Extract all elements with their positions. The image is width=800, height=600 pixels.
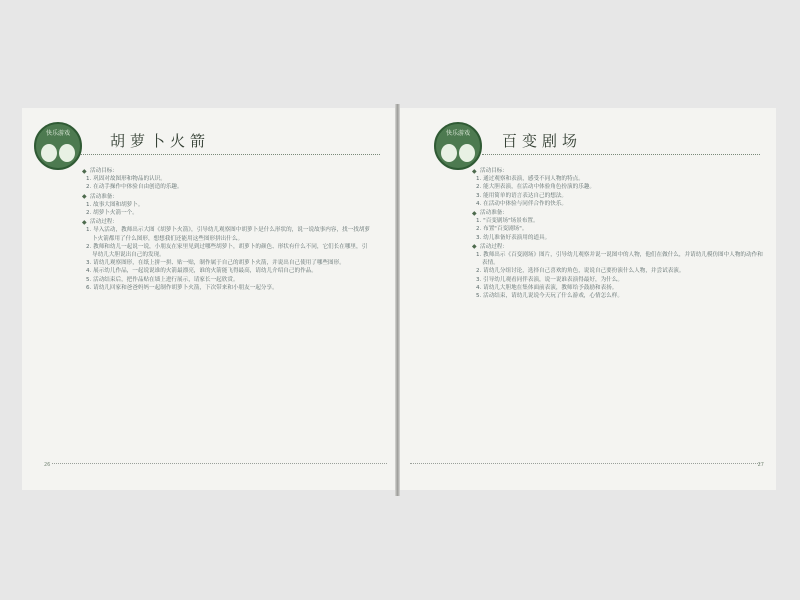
list-item: 6. 请幼儿回家和爸爸妈妈一起制作胡萝卜火箭，下次带来和小朋友一起分享。 bbox=[86, 284, 278, 291]
section bbox=[82, 167, 372, 192]
list-item: 1. 导入活动，教师出示大图《胡萝卜火箭》，引导幼儿观察图中胡萝卜是什么形状的，说一说故事内容，找一找胡萝卜火箭都用了什么图形，想想我们还能用这些图形拼出什么。 bbox=[86, 227, 371, 242]
left-page bbox=[22, 108, 395, 490]
list-item: 1. 巩固对故图形和物品的认识。 bbox=[86, 176, 166, 183]
leaf-bullet-icon: ◆ bbox=[82, 167, 87, 175]
leaf-bullet-icon: ◆ bbox=[472, 243, 477, 251]
children-faces-icon bbox=[436, 140, 480, 162]
right-content bbox=[472, 166, 764, 300]
badge-text: 快乐游戏 bbox=[45, 130, 70, 137]
list-item: 2. 能大胆表演，在活动中体验角色扮演的乐趣。 bbox=[476, 184, 595, 191]
page-number: 27 bbox=[757, 462, 764, 468]
leaf-bullet-icon: ◆ bbox=[472, 167, 477, 175]
children-faces-icon bbox=[36, 140, 80, 162]
list-item: 4. 在活动中体验与同伴合作的快乐。 bbox=[476, 200, 568, 207]
list-item: 5. 活动结束，请幼儿说说今天玩了什么游戏，心情怎么样。 bbox=[476, 293, 623, 300]
section bbox=[472, 209, 764, 242]
activity-badge bbox=[34, 122, 82, 170]
section-heading: ◆ 活动过程： bbox=[472, 243, 508, 251]
list-item: 3. 能用简单的语言表达自己的想法。 bbox=[476, 192, 568, 199]
face-icon bbox=[441, 144, 457, 162]
list-item: 5. 活动结束后，把作品贴在墙上进行展示，请家长一起欣赏。 bbox=[86, 276, 239, 283]
list-item: 2. 请幼儿分组讨论，选择自己喜欢的角色，说说自己要扮演什么人物，并尝试表演。 bbox=[476, 268, 685, 275]
section-heading: ◆ 活动准备： bbox=[472, 209, 508, 217]
leaf-bullet-icon: ◆ bbox=[472, 209, 477, 217]
footer-divider bbox=[52, 463, 387, 464]
list-item: 1. 通过观察和表演，感受不同人物的特点。 bbox=[476, 176, 584, 183]
section bbox=[82, 193, 372, 218]
page-title: 百变剧场 bbox=[502, 132, 583, 150]
badge-text: 快乐游戏 bbox=[445, 130, 470, 137]
leaf-bullet-icon: ◆ bbox=[82, 193, 87, 201]
face-icon bbox=[41, 144, 57, 162]
right-page bbox=[400, 108, 776, 490]
page-number: 26 bbox=[44, 462, 51, 468]
footer-divider bbox=[410, 463, 760, 464]
list-item: 2. 教师和幼儿一起说一说，小朋友在家里见到过哪些胡萝卜，胡萝卜的颜色、形状有什么不同，它们长在哪里，引导幼儿大胆说出自己的发现。 bbox=[86, 243, 368, 259]
list-item: 1. 故事大图和胡萝卜。 bbox=[86, 201, 144, 208]
title-divider bbox=[482, 154, 760, 155]
list-item: 1. "百变剧场"场景布置。 bbox=[476, 218, 539, 225]
list-item: 1. 教师出示《百变剧场》图片，引导幼儿观察并说一说图中的人物，他们在做什么，并请幼儿模仿图中人物的动作和表情。 bbox=[476, 252, 763, 267]
list-item: 2. 在动手操作中体验自由创造的乐趣。 bbox=[86, 184, 183, 191]
section-heading: ◆ 活动过程： bbox=[82, 218, 118, 226]
title-divider bbox=[80, 154, 380, 155]
face-icon bbox=[459, 144, 475, 162]
list-item: 2. 布置"百变剧场"。 bbox=[476, 226, 528, 233]
section bbox=[472, 167, 764, 208]
left-content bbox=[82, 166, 372, 292]
list-item: 4. 请幼儿大胆地在集体面前表演，教师给予鼓励和表扬。 bbox=[476, 284, 618, 291]
section-heading: ◆ 活动准备： bbox=[82, 193, 118, 201]
list-item: 3. 幼儿准备好表演用的道具。 bbox=[476, 234, 551, 241]
page-title: 胡萝卜火箭 bbox=[110, 132, 211, 150]
list-item: 4. 展示幼儿作品，一起说说谁的火箭最漂亮，谁的火箭能飞得最高，请幼儿介绍自己的作品。 bbox=[86, 268, 317, 275]
section-heading: ◆ 活动目标： bbox=[82, 167, 118, 175]
list-item: 2. 胡萝卜火箭一个。 bbox=[86, 210, 138, 217]
face-icon bbox=[59, 144, 75, 162]
section-heading: ◆ 活动目标： bbox=[472, 167, 508, 175]
activity-badge bbox=[434, 122, 482, 170]
leaf-bullet-icon: ◆ bbox=[82, 218, 87, 226]
section bbox=[472, 243, 764, 300]
list-item: 3. 引导幼儿观看同伴表演，说一说谁表演得最好，为什么。 bbox=[476, 276, 623, 283]
list-item: 3. 请幼儿观察图形，在纸上拼一拼、贴一贴，制作属于自己的胡萝卜火箭，并说出自己使用了哪些图形。 bbox=[86, 260, 345, 267]
section bbox=[82, 218, 372, 292]
